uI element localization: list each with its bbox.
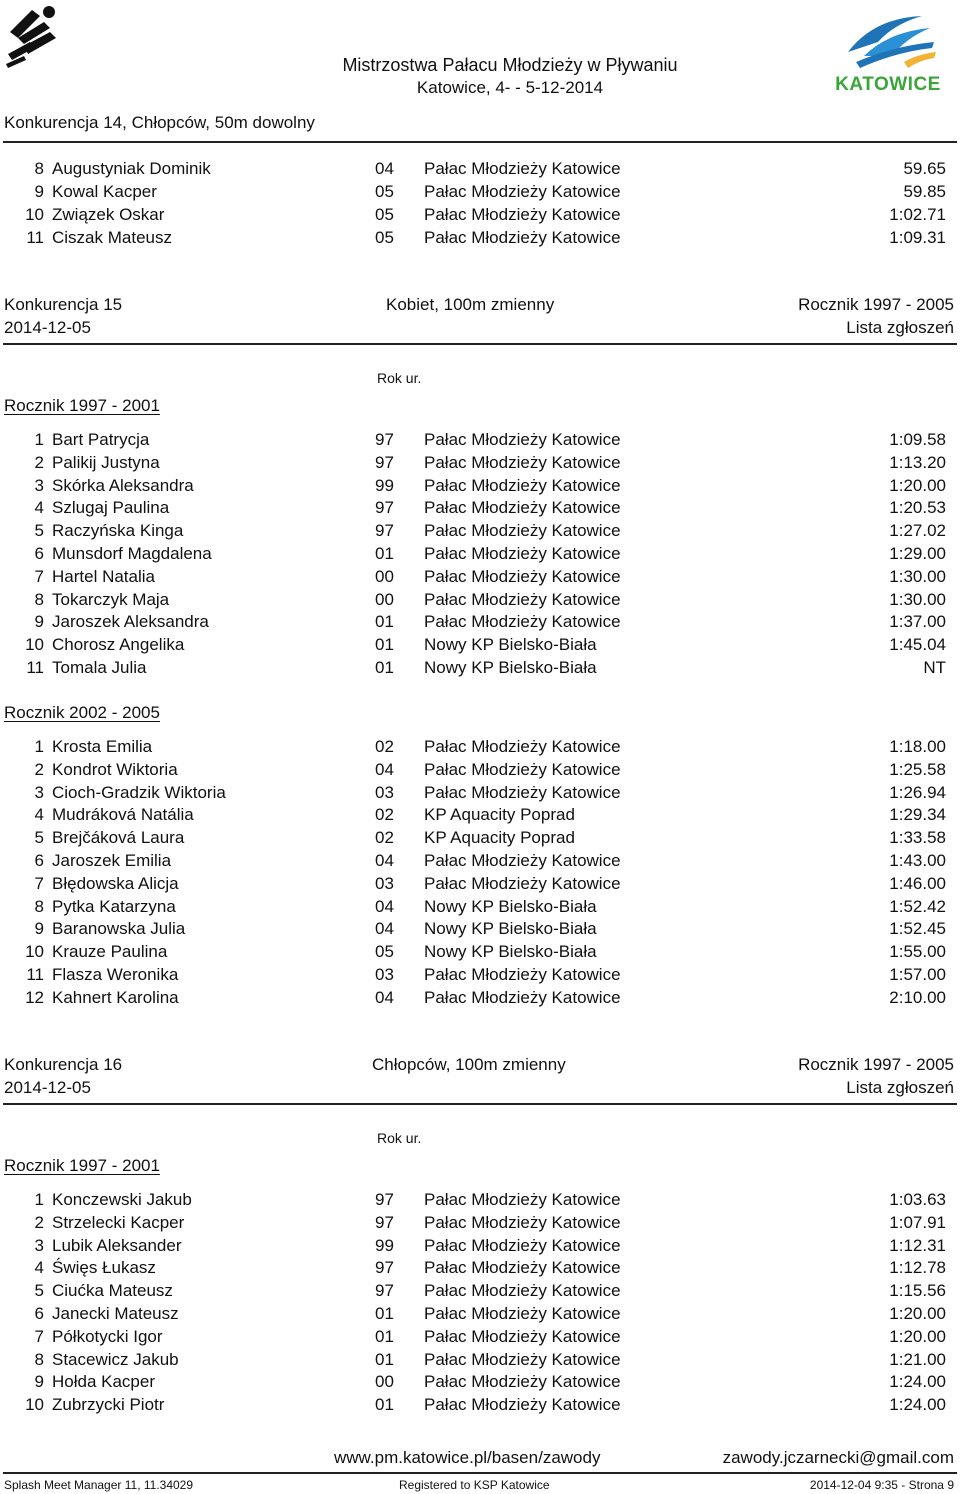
time-cell: 1:33.58 (889, 828, 946, 848)
year-cell: 01 (375, 1395, 394, 1415)
place-cell: 9 (34, 181, 44, 201)
place-cell: 2 (34, 759, 44, 779)
place-cell: 11 (26, 227, 44, 247)
year-cell: 00 (375, 566, 394, 586)
name-cell: Jaroszek Aleksandra (52, 612, 209, 632)
time-cell: 1:20.00 (889, 475, 946, 495)
table-row (0, 896, 960, 918)
time-cell: 1:25.58 (889, 759, 946, 779)
club-cell: KP Aquacity Poprad (424, 805, 575, 825)
club-cell: Pałac Młodzieży Katowice (424, 987, 621, 1007)
year-cell: 01 (375, 1326, 394, 1346)
year-cell: 03 (375, 782, 394, 802)
table-row (0, 611, 960, 633)
club-cell: Nowy KP Bielsko-Biała (424, 658, 597, 677)
footer-divider (3, 1472, 957, 1474)
club-cell: Pałac Młodzieży Katowice (424, 612, 621, 632)
club-cell: Pałac Młodzieży Katowice (424, 1304, 621, 1323)
time-cell: 1:29.00 (889, 544, 946, 563)
club-cell: Pałac Młodzieży Katowice (424, 759, 621, 779)
table-row (0, 850, 960, 872)
time-cell: 1:03.63 (889, 1190, 946, 1209)
club-cell: Pałac Młodzieży Katowice (424, 1281, 621, 1301)
club-cell: Pałac Młodzieży Katowice (424, 475, 621, 495)
time-cell: 1:07.91 (889, 1212, 946, 1232)
club-cell: Pałac Młodzieży Katowice (424, 452, 621, 472)
table-row (0, 566, 960, 588)
place-cell: 1 (34, 1190, 44, 1209)
time-cell: 1:24.00 (889, 1395, 946, 1415)
time-cell: 1:13.20 (889, 452, 946, 472)
time-cell: 1:37.00 (889, 612, 946, 632)
place-cell: 11 (26, 965, 44, 984)
year-cell: 01 (375, 635, 394, 655)
club-cell: Pałac Młodzieży Katowice (424, 1326, 621, 1346)
name-cell: Pytka Katarzyna (52, 896, 176, 916)
name-cell: Związek Oskar (52, 204, 165, 224)
place-cell: 6 (34, 544, 44, 563)
place-cell: 12 (25, 987, 44, 1007)
table-row (0, 452, 960, 474)
club-cell: Pałac Młodzieży Katowice (424, 851, 621, 870)
time-cell: 1:30.00 (889, 589, 946, 609)
table-row (0, 657, 960, 679)
year-cell: 05 (375, 181, 394, 201)
year-cell: 04 (375, 159, 394, 178)
table-row (0, 782, 960, 804)
place-cell: 9 (34, 1372, 44, 1392)
name-cell: Brejčáková Laura (52, 828, 185, 848)
place-cell: 3 (34, 475, 44, 495)
club-cell: Pałac Młodzieży Katowice (424, 965, 621, 984)
club-cell: Pałac Młodzieży Katowice (424, 498, 621, 518)
place-cell: 4 (34, 805, 44, 825)
club-cell: Pałac Młodzieży Katowice (424, 227, 621, 247)
name-cell: Skórka Aleksandra (52, 475, 194, 495)
time-cell: 1:52.42 (889, 896, 946, 916)
club-cell: Pałac Młodzieży Katowice (424, 181, 621, 201)
club-cell: Pałac Młodzieży Katowice (424, 521, 621, 541)
year-cell: 01 (375, 658, 394, 677)
time-cell: 1:26.94 (889, 782, 946, 802)
club-cell: Pałac Młodzieży Katowice (424, 204, 621, 224)
time-cell: NT (923, 658, 946, 677)
club-cell: Pałac Młodzieży Katowice (424, 873, 621, 893)
table-row (0, 759, 960, 781)
name-cell: Jaroszek Emilia (52, 851, 172, 870)
place-cell: 6 (34, 1304, 44, 1323)
place-cell: 10 (25, 1395, 44, 1415)
place-cell: 6 (34, 851, 44, 870)
table-row (0, 873, 960, 895)
name-cell: Stacewicz Jakub (52, 1349, 179, 1369)
place-cell: 4 (34, 498, 44, 518)
club-cell: Nowy KP Bielsko-Biała (424, 919, 597, 939)
table-row (0, 964, 960, 986)
time-cell: 1:12.78 (889, 1258, 946, 1278)
year-cell: 05 (375, 942, 394, 962)
event15-date: 2014-12-05 (4, 318, 91, 337)
place-cell: 7 (34, 1326, 44, 1346)
time-cell: 1:09.31 (889, 227, 946, 247)
name-cell: Palikij Justyna (52, 452, 160, 472)
name-cell: Ciućka Mateusz (52, 1281, 173, 1301)
table-row (0, 1303, 960, 1325)
name-cell: Ciszak Mateusz (52, 227, 172, 247)
place-cell: 9 (34, 612, 44, 632)
year-cell: 97 (375, 430, 394, 449)
table-row (0, 181, 960, 203)
year-cell: 02 (375, 737, 394, 756)
name-cell: Kowal Kacper (52, 181, 157, 201)
club-cell: Pałac Młodzieży Katowice (424, 1349, 621, 1369)
time-cell: 1:43.00 (889, 851, 946, 870)
place-cell: 11 (26, 658, 44, 677)
katowice-logo (834, 12, 942, 96)
club-cell: Pałac Młodzieży Katowice (424, 589, 621, 609)
name-cell: Tokarczyk Maja (52, 589, 170, 609)
katowice-logo-text: KATOWICE (835, 74, 941, 95)
footer-email-link[interactable]: zawody.jczarnecki@gmail.com (722, 1448, 954, 1467)
name-cell: Baranowska Julia (52, 919, 186, 939)
event15-divider (3, 343, 957, 345)
event16-group1-label: Rocznik 1997 - 2001 (4, 1156, 160, 1175)
club-cell: Pałac Młodzieży Katowice (424, 1372, 621, 1392)
table-row (0, 1257, 960, 1279)
table-row (0, 429, 960, 451)
year-cell: 01 (375, 612, 394, 632)
place-cell: 8 (34, 1349, 44, 1369)
table-row (0, 497, 960, 519)
name-cell: Bart Patrycja (52, 430, 150, 449)
club-cell: Pałac Młodzieży Katowice (424, 159, 621, 178)
footer-software: Splash Meet Manager 11, 11.34029 (4, 1478, 194, 1492)
event15-group2-label: Rocznik 2002 - 2005 (4, 703, 160, 722)
name-cell: Konczewski Jakub (52, 1190, 192, 1209)
table-row (0, 1212, 960, 1234)
name-cell: Zubrzycki Piotr (52, 1395, 165, 1415)
time-cell: 1:15.56 (889, 1281, 946, 1301)
event15-title: Konkurencja 15 (4, 295, 123, 314)
event16-age-range: Rocznik 1997 - 2005 (798, 1055, 954, 1074)
place-cell: 9 (34, 919, 44, 939)
table-row (0, 589, 960, 611)
time-cell: 1:52.45 (889, 919, 946, 939)
year-cell: 97 (375, 498, 394, 518)
year-cell: 03 (375, 873, 394, 893)
footer-website-link[interactable]: www.pm.katowice.pl/basen/zawody (334, 1448, 601, 1467)
table-row (0, 941, 960, 963)
place-cell: 7 (34, 873, 44, 893)
club-cell: Pałac Młodzieży Katowice (424, 430, 621, 449)
place-cell: 5 (34, 828, 44, 848)
event14-title: Konkurencja 14, Chłopców, 50m dowolny (4, 113, 315, 132)
name-cell: Lubik Aleksander (52, 1235, 182, 1255)
year-cell: 01 (375, 544, 394, 563)
place-cell: 8 (34, 589, 44, 609)
year-cell: 01 (375, 1349, 394, 1369)
place-cell: 8 (34, 896, 44, 916)
meet-dates: Katowice, 4- - 5-12-2014 (416, 78, 604, 97)
time-cell: 1:24.00 (889, 1372, 946, 1392)
year-cell: 99 (375, 1235, 394, 1255)
event16-list-label: Lista zgłoszeń (846, 1078, 954, 1097)
name-cell: Hartel Natalia (52, 566, 155, 586)
club-cell: KP Aquacity Poprad (424, 828, 575, 848)
name-cell: Janecki Mateusz (52, 1304, 179, 1323)
time-cell: 1:57.00 (889, 965, 946, 984)
place-cell: 10 (25, 204, 44, 224)
time-cell: 1:45.04 (889, 635, 946, 655)
event15-list-label: Lista zgłoszeń (846, 318, 954, 337)
place-cell: 2 (34, 1212, 44, 1232)
table-row (0, 1394, 960, 1416)
swimmer-logo-icon (4, 2, 62, 68)
table-row (0, 1349, 960, 1371)
time-cell: 1:02.71 (889, 204, 946, 224)
club-cell: Pałac Młodzieży Katowice (424, 1395, 621, 1415)
table-row (0, 1326, 960, 1348)
time-cell: 59.85 (903, 181, 946, 201)
table-row (0, 158, 960, 180)
year-cell: 04 (375, 987, 394, 1007)
name-cell: Hołda Kacper (52, 1372, 156, 1392)
club-cell: Pałac Młodzieży Katowice (424, 566, 621, 586)
event16-title: Konkurencja 16 (4, 1055, 123, 1074)
event15-rok-label: Rok ur. (377, 370, 422, 386)
club-cell: Pałac Młodzieży Katowice (424, 1212, 621, 1232)
name-cell: Szlugaj Paulina (52, 498, 170, 518)
club-cell: Pałac Młodzieży Katowice (424, 737, 621, 756)
table-row (0, 475, 960, 497)
table-row (0, 1189, 960, 1211)
time-cell: 1:29.34 (889, 805, 946, 825)
place-cell: 4 (34, 1258, 44, 1278)
name-cell: Raczyńska Kinga (52, 521, 184, 541)
year-cell: 97 (375, 521, 394, 541)
event16-desc: Chłopców, 100m zmienny (372, 1055, 566, 1074)
time-cell: 1:55.00 (889, 942, 946, 962)
table-row (0, 736, 960, 758)
header-divider (3, 141, 957, 143)
place-cell: 1 (34, 430, 44, 449)
time-cell: 1:20.00 (889, 1304, 946, 1323)
place-cell: 7 (34, 566, 44, 586)
katowice-emblem-icon (834, 12, 942, 72)
time-cell: 1:20.00 (889, 1326, 946, 1346)
table-row (0, 1280, 960, 1302)
table-row (0, 634, 960, 656)
place-cell: 5 (34, 521, 44, 541)
club-cell: Pałac Młodzieży Katowice (424, 544, 621, 563)
event16-rok-label: Rok ur. (377, 1130, 422, 1146)
year-cell: 97 (375, 1281, 394, 1301)
year-cell: 05 (375, 204, 394, 224)
club-cell: Pałac Młodzieży Katowice (424, 1235, 621, 1255)
club-cell: Pałac Młodzieży Katowice (424, 782, 621, 802)
place-cell: 10 (25, 635, 44, 655)
time-cell: 1:18.00 (889, 737, 946, 756)
name-cell: Mudráková Natália (52, 805, 194, 825)
name-cell: Flasza Weronika (52, 965, 179, 984)
name-cell: Błędowska Alicja (52, 873, 179, 893)
table-row (0, 227, 960, 249)
table-row (0, 987, 960, 1009)
name-cell: Kahnert Karolina (52, 987, 179, 1007)
name-cell: Augustyniak Dominik (52, 159, 211, 178)
club-cell: Nowy KP Bielsko-Biała (424, 635, 597, 655)
event16-date: 2014-12-05 (4, 1078, 91, 1097)
year-cell: 02 (375, 828, 394, 848)
name-cell: Chorosz Angelika (52, 635, 185, 655)
year-cell: 04 (375, 896, 394, 916)
name-cell: Święs Łukasz (52, 1258, 156, 1278)
name-cell: Munsdorf Magdalena (52, 544, 212, 563)
table-row (0, 520, 960, 542)
name-cell: Kondrot Wiktoria (52, 759, 178, 779)
club-cell: Pałac Młodzieży Katowice (424, 1190, 621, 1209)
time-cell: 1:12.31 (889, 1235, 946, 1255)
place-cell: 2 (34, 452, 44, 472)
year-cell: 04 (375, 919, 394, 939)
name-cell: Cioch-Gradzik Wiktoria (52, 782, 226, 802)
event15-age-range: Rocznik 1997 - 2005 (798, 295, 954, 314)
time-cell: 1:46.00 (889, 873, 946, 893)
club-cell: Pałac Młodzieży Katowice (424, 1258, 621, 1278)
event15-group1-label: Rocznik 1997 - 2001 (4, 396, 160, 415)
time-cell: 1:30.00 (889, 566, 946, 586)
year-cell: 97 (375, 1190, 394, 1209)
footer-registered: Registered to KSP Katowice (399, 1478, 550, 1492)
name-cell: Strzelecki Kacper (52, 1212, 185, 1232)
place-cell: 3 (34, 1235, 44, 1255)
time-cell: 59.65 (903, 159, 946, 178)
year-cell: 97 (375, 1258, 394, 1278)
table-row (0, 543, 960, 565)
name-cell: Krosta Emilia (52, 737, 153, 756)
meet-title: Mistrzostwa Pałacu Młodzieży w Pływaniu (342, 55, 678, 75)
table-row (0, 804, 960, 826)
club-cell: Nowy KP Bielsko-Biała (424, 896, 597, 916)
place-cell: 8 (34, 159, 44, 178)
year-cell: 01 (375, 1304, 394, 1323)
year-cell: 04 (375, 851, 394, 870)
table-row (0, 1235, 960, 1257)
table-row (0, 1371, 960, 1393)
club-cell: Nowy KP Bielsko-Biała (424, 942, 597, 962)
year-cell: 02 (375, 805, 394, 825)
year-cell: 99 (375, 475, 394, 495)
year-cell: 03 (375, 965, 394, 984)
year-cell: 04 (375, 759, 394, 779)
time-cell: 1:20.53 (889, 498, 946, 518)
name-cell: Półkotycki Igor (52, 1326, 163, 1346)
place-cell: 10 (25, 942, 44, 962)
place-cell: 5 (34, 1281, 44, 1301)
time-cell: 1:21.00 (889, 1349, 946, 1369)
year-cell: 97 (375, 1212, 394, 1232)
time-cell: 2:10.00 (889, 987, 946, 1007)
place-cell: 3 (34, 782, 44, 802)
event16-divider (3, 1103, 957, 1105)
table-row (0, 204, 960, 226)
name-cell: Tomala Julia (52, 658, 147, 677)
year-cell: 05 (375, 227, 394, 247)
year-cell: 00 (375, 589, 394, 609)
year-cell: 97 (375, 452, 394, 472)
time-cell: 1:09.58 (889, 430, 946, 449)
event15-desc: Kobiet, 100m zmienny (386, 295, 555, 314)
year-cell: 00 (375, 1372, 394, 1392)
time-cell: 1:27.02 (889, 521, 946, 541)
name-cell: Krauze Paulina (52, 942, 168, 962)
table-row (0, 827, 960, 849)
place-cell: 1 (34, 737, 44, 756)
footer-timestamp-page: 2014-12-04 9:35 - Strona 9 (809, 1478, 954, 1492)
table-row (0, 918, 960, 940)
